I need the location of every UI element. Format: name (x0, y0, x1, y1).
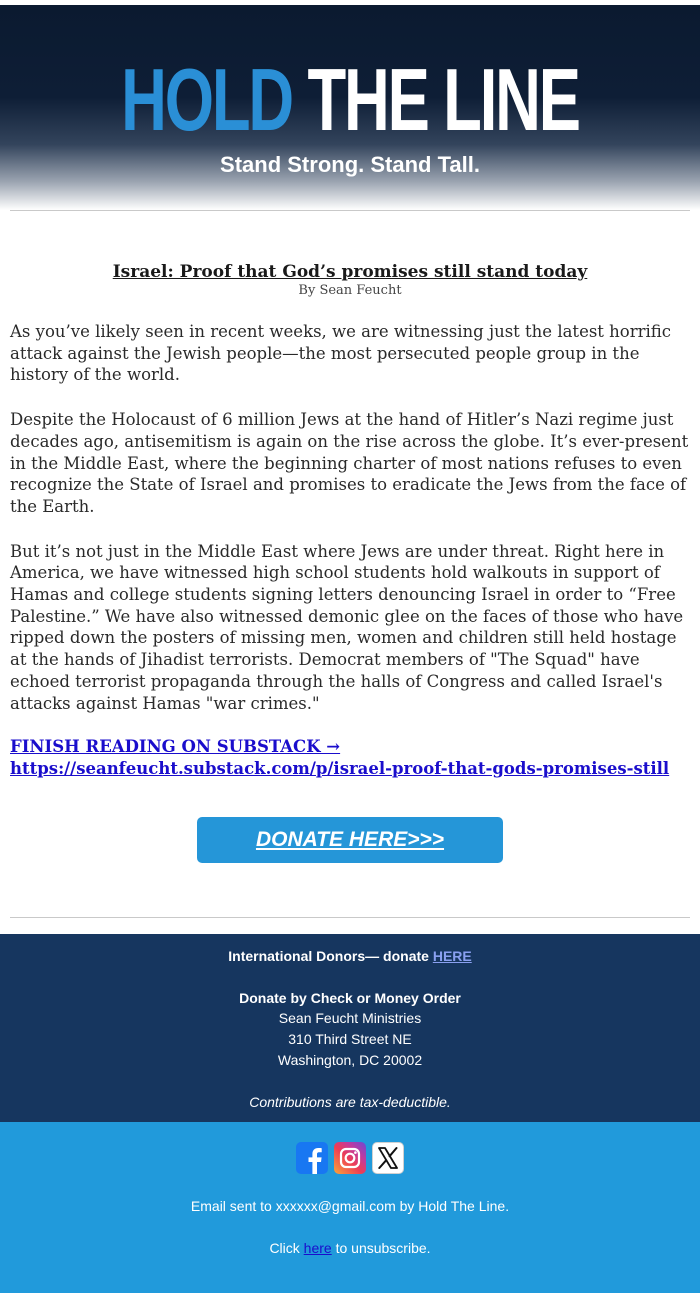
article-title: Israel: Proof that God’s promises still stand today (112, 262, 588, 282)
international-donors-text: International Donors— donate (228, 947, 433, 964)
article-paragraph: But it’s not just in the Middle East where Jews are under threat. Right here in America, we have witnessed high school students hold walkouts in support of Hamas and college students signing letters denouncing Israel in order to “Free Palestine.” We have also witnessed demonic glee on the faces of those who have ripped down the posters of missing men, women and children still held hostage at the hands of Jihadist terrorists. Democrat members of "The Squad" have echoed terrorist propaganda through the halls of Congress and called Israel's attacks against Hamas "war crimes." (10, 541, 684, 713)
x-icon[interactable] (372, 1142, 404, 1174)
address-street: 310 Third Street NE (288, 1030, 412, 1047)
logo-hold: HOLD (121, 50, 293, 149)
header-banner (0, 5, 700, 210)
international-donate-link[interactable]: HERE (432, 947, 472, 964)
email-sent-note: Email sent to xxxxxx@gmail.com by Hold The Line. (190, 1197, 510, 1214)
donation-info-footer (0, 934, 700, 1122)
hold-the-line-logo (98, 50, 602, 149)
tax-note: Contributions are tax-deductible. (249, 1093, 451, 1110)
instagram-icon[interactable] (334, 1142, 366, 1174)
email-footer (0, 1122, 700, 1293)
finish-reading-link[interactable]: FINISH READING ON SUBSTACK → https://seanfeucht.substack.com/p/israel-proof-that-gods-promises-still (10, 737, 670, 778)
article-paragraph: Despite the Holocaust of 6 million Jews at the hand of Hitler’s Nazi regime just decades ago, antisemitism is again on the rise across the globe. It’s ever-present in the Middle East, where the beginning charter of most nations refuses to even recognize the State of Israel and promises to eradicate the Jews from the face of the Earth. (10, 410, 689, 516)
unsubscribe-line (0, 1238, 700, 1258)
article-paragraph: As you’ve likely seen in recent weeks, we are witnessing just the latest horrific attack against the Jewish people—the most persecuted people group in the history of the world. (10, 322, 672, 385)
unsubscribe-suffix: to unsubscribe. (331, 1239, 431, 1256)
logo-the-line: THE LINE (307, 50, 579, 149)
unsubscribe-prefix: Click (269, 1239, 304, 1256)
divider-bottom (10, 917, 690, 918)
article (0, 261, 700, 780)
unsubscribe-link[interactable]: here (303, 1239, 332, 1256)
international-donors-line (0, 934, 700, 966)
article-byline: By Sean Feucht (298, 283, 402, 298)
check-heading: Donate by Check or Money Order (239, 989, 461, 1006)
donate-section (0, 817, 700, 863)
address-city: Washington, DC 20002 (277, 1051, 423, 1068)
social-links (0, 1122, 700, 1174)
tagline: Stand Strong. Stand Tall. (220, 152, 480, 177)
donate-button[interactable]: DONATE HERE>>> (197, 817, 503, 863)
facebook-icon[interactable] (296, 1142, 328, 1174)
divider-top (10, 210, 690, 211)
address-name: Sean Feucht Ministries (278, 1009, 422, 1026)
